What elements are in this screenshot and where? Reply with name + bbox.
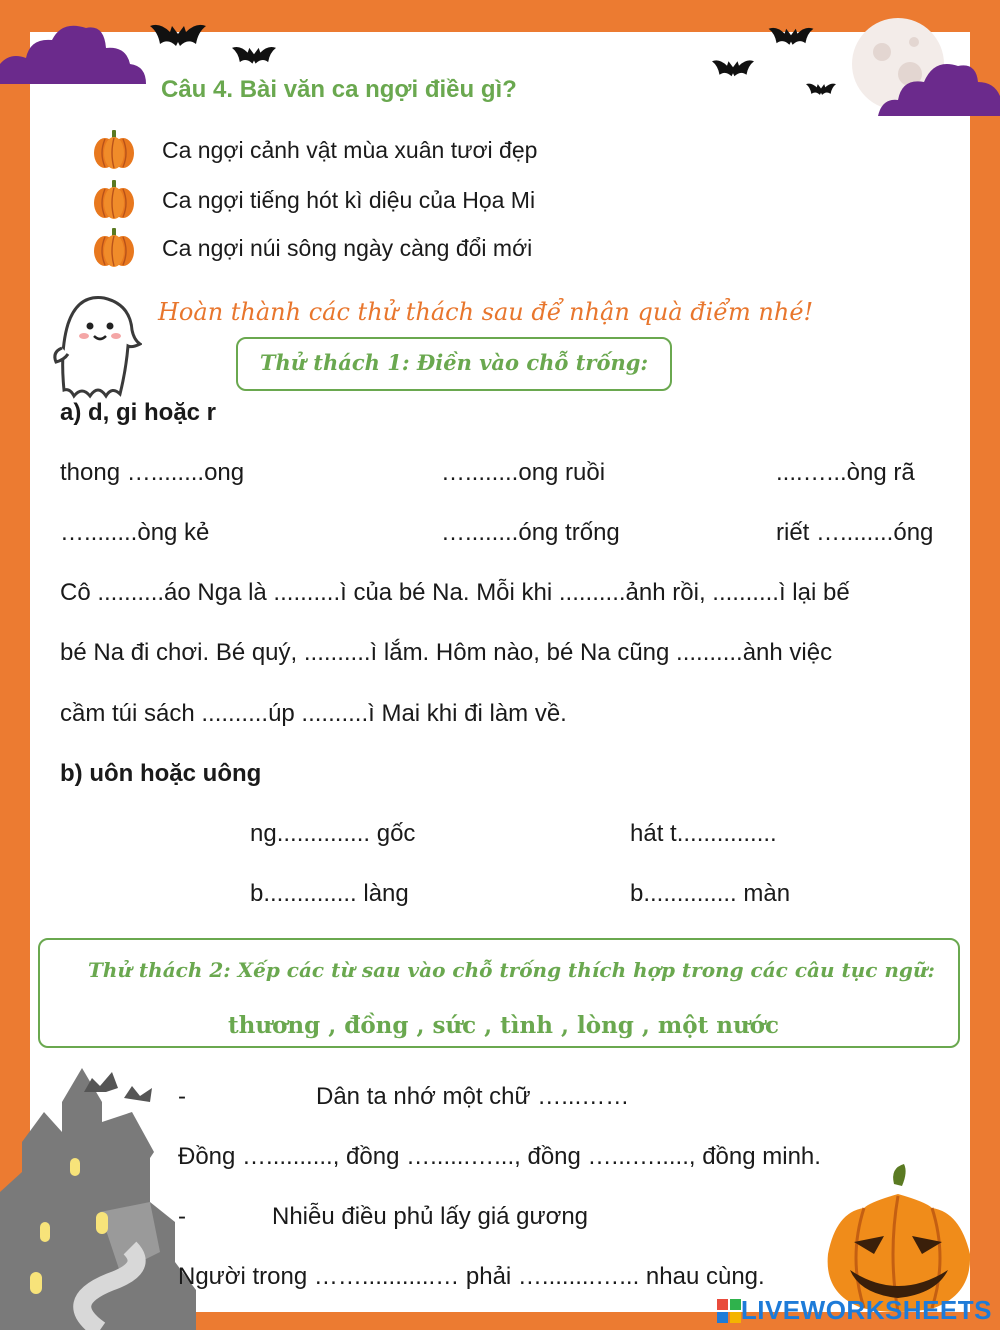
fill-blank[interactable]: hát t...............	[630, 820, 777, 847]
watermark-text: LIVEWORKSHEETS	[740, 1295, 992, 1325]
jack-o-lantern-icon	[814, 1162, 982, 1312]
liveworksheets-logo-icon	[717, 1299, 741, 1323]
fill-blank[interactable]: riết …........óng	[776, 519, 934, 546]
pumpkin-icon	[92, 130, 136, 170]
challenge2-box	[38, 938, 960, 1048]
fill-blank[interactable]: b.............. màn	[630, 880, 791, 907]
proverb-line[interactable]: Dân ta nhớ một chữ …...……	[316, 1083, 630, 1110]
watermark	[717, 1295, 992, 1326]
challenge1-title: Thử thách 1: Điền vào chỗ trống:	[259, 350, 649, 375]
answer-option-text: Ca ngợi núi sông ngày càng đổi mới	[162, 234, 533, 261]
pumpkin-icon	[92, 228, 136, 268]
answer-option-1[interactable]	[92, 130, 537, 170]
haunted-house-icon	[0, 1062, 200, 1330]
purple-cloud-left-icon	[0, 14, 150, 86]
pumpkin-icon	[92, 180, 136, 220]
frame-right	[970, 0, 1000, 1330]
bat-icon	[232, 42, 276, 68]
question-title: Câu 4. Bài văn ca ngợi điều gì?	[161, 76, 517, 103]
bat-icon	[712, 56, 754, 80]
challenge1-box	[236, 337, 672, 391]
challenge2-title: Thử thách 2: Xếp các từ sau vào chỗ trống thích hợp trong các câu tục ngữ:	[88, 958, 935, 982]
paragraph-line[interactable]: Cô ..........áo Nga là ..........ì của bé Na. Mỗi khi ..........ảnh rồi, ..........ì lại bế	[60, 579, 850, 606]
answer-option-text: Ca ngợi tiếng hót kì diệu của Họa Mi	[162, 186, 536, 213]
fill-blank[interactable]: thong …........ong	[60, 459, 245, 486]
bat-icon	[150, 20, 206, 50]
fill-blank[interactable]: b.............. làng	[250, 880, 409, 907]
intro-text: Hoàn thành các thử thách sau để nhận quà điểm nhé!	[158, 298, 814, 326]
answer-option-text: Ca ngợi cảnh vật mùa xuân tươi đẹp	[162, 136, 538, 163]
proverb-dash: -	[178, 1203, 186, 1230]
fill-blank[interactable]: …........ong ruồi	[441, 459, 606, 486]
answer-option-3[interactable]	[92, 228, 532, 268]
proverb-line[interactable]: Đồng ….........., đồng …......…..., đồng …...…....., đồng minh.	[178, 1143, 821, 1170]
proverb-line[interactable]: Nhiễu điều phủ lấy giá gương	[272, 1203, 589, 1230]
ghost-icon	[50, 290, 142, 400]
challenge2-word-bank: thương , đồng , sức , tình , lòng , một nước	[228, 1012, 780, 1039]
fill-blank[interactable]: …........óng trống	[441, 519, 620, 546]
bat-icon	[768, 24, 814, 48]
fill-blank[interactable]: …........òng kẻ	[60, 519, 210, 546]
fill-blank[interactable]: ng.............. gốc	[250, 820, 416, 847]
purple-cloud-right-icon	[878, 52, 1000, 118]
proverb-line[interactable]: Người trong ……...........… phải …........…... nhau cùng.	[178, 1263, 765, 1290]
proverb-dash: -	[178, 1083, 186, 1110]
bat-icon	[806, 80, 836, 98]
part-b-heading: b) uôn hoặc uông	[60, 760, 262, 787]
answer-option-2[interactable]	[92, 180, 535, 220]
paragraph-line[interactable]: bé Na đi chơi. Bé quý, ..........ì lắm. Hôm nào, bé Na cũng ..........ành việc	[60, 639, 833, 666]
part-a-heading: a) d, gi hoặc r	[60, 399, 217, 426]
fill-blank[interactable]: ....…...òng rã	[776, 459, 915, 486]
paragraph-line[interactable]: cầm túi sách ..........úp ..........ì Mai khi đi làm về.	[60, 700, 567, 727]
